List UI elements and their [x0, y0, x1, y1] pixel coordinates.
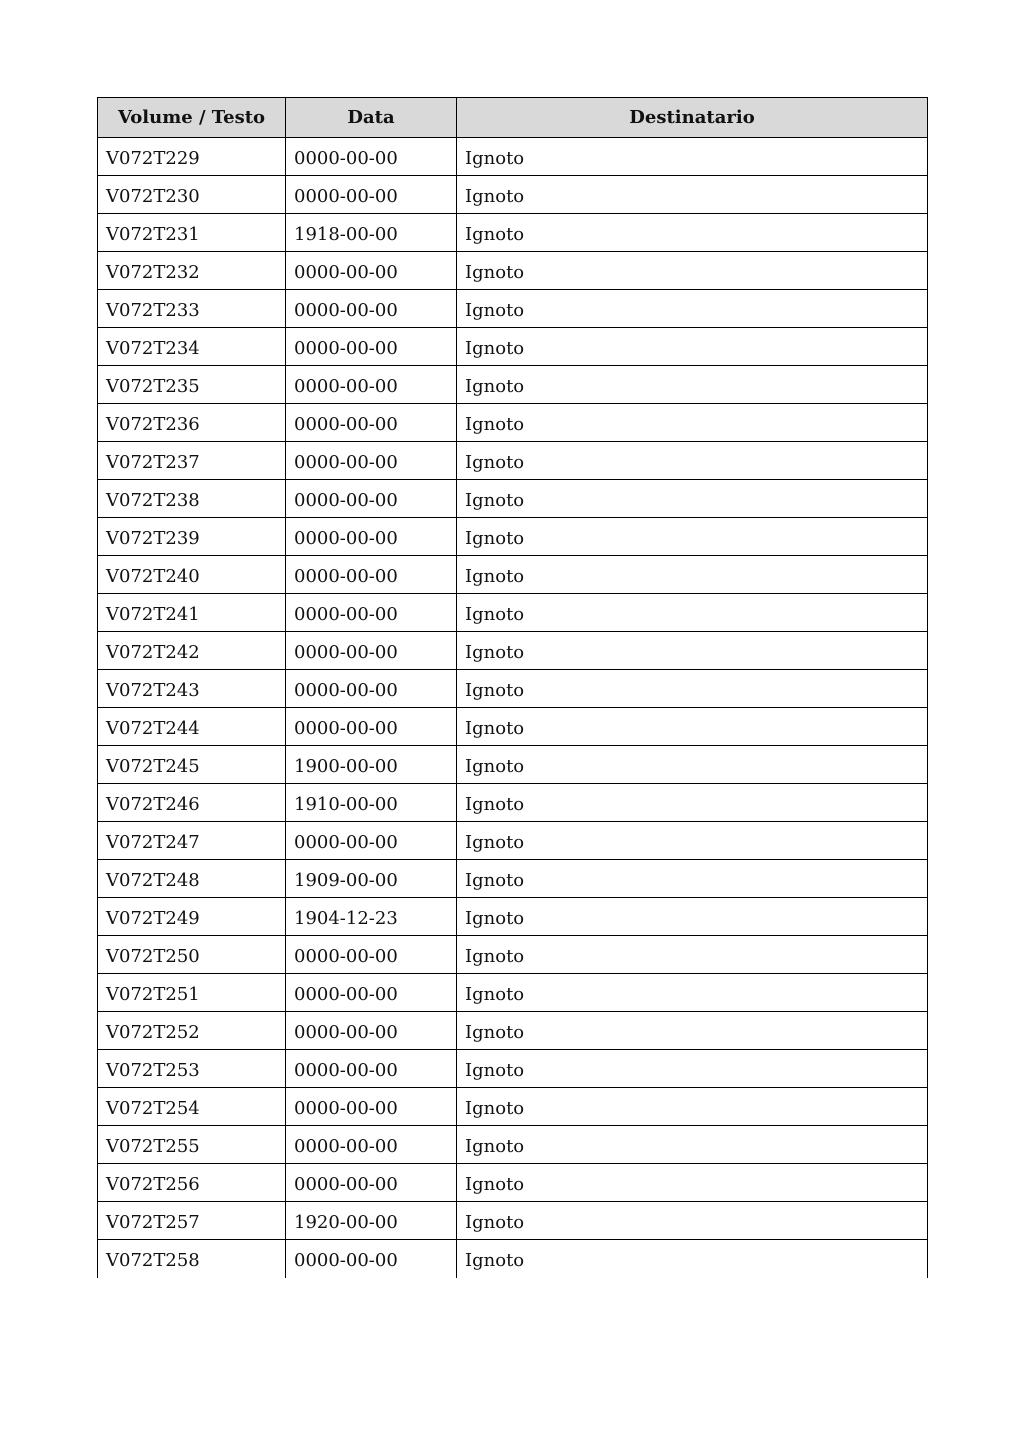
cell-destinatario: Ignoto [457, 746, 928, 784]
cell-data: 0000-00-00 [286, 1088, 457, 1126]
cell-destinatario: Ignoto [457, 252, 928, 290]
cell-volume-testo: V072T240 [98, 556, 286, 594]
table-row [98, 404, 928, 442]
cell-volume-testo: V072T255 [98, 1126, 286, 1164]
cell-data: 1920-00-00 [286, 1202, 457, 1240]
cell-data: 0000-00-00 [286, 974, 457, 1012]
cell-data: 0000-00-00 [286, 366, 457, 404]
cell-destinatario: Ignoto [457, 670, 928, 708]
table-row [98, 1126, 928, 1164]
table-row [98, 252, 928, 290]
cell-volume-testo: V072T251 [98, 974, 286, 1012]
cell-destinatario: Ignoto [457, 898, 928, 936]
cell-destinatario: Ignoto [457, 480, 928, 518]
cell-destinatario: Ignoto [457, 556, 928, 594]
letters-table [97, 97, 928, 1278]
table-row [98, 1164, 928, 1202]
table-row [98, 214, 928, 252]
table-row [98, 746, 928, 784]
cell-destinatario: Ignoto [457, 366, 928, 404]
cell-volume-testo: V072T250 [98, 936, 286, 974]
cell-data: 0000-00-00 [286, 822, 457, 860]
cell-volume-testo: V072T238 [98, 480, 286, 518]
cell-destinatario: Ignoto [457, 442, 928, 480]
cell-destinatario: Ignoto [457, 1088, 928, 1126]
table-row [98, 784, 928, 822]
cell-volume-testo: V072T254 [98, 1088, 286, 1126]
table-row [98, 1012, 928, 1050]
cell-volume-testo: V072T229 [98, 138, 286, 176]
cell-data: 1910-00-00 [286, 784, 457, 822]
cell-destinatario: Ignoto [457, 138, 928, 176]
cell-data: 0000-00-00 [286, 936, 457, 974]
table-body [98, 138, 928, 1278]
cell-destinatario: Ignoto [457, 1050, 928, 1088]
cell-volume-testo: V072T252 [98, 1012, 286, 1050]
cell-destinatario: Ignoto [457, 860, 928, 898]
cell-destinatario: Ignoto [457, 518, 928, 556]
cell-volume-testo: V072T241 [98, 594, 286, 632]
cell-data: 0000-00-00 [286, 518, 457, 556]
cell-volume-testo: V072T258 [98, 1240, 286, 1278]
cell-data: 0000-00-00 [286, 556, 457, 594]
cell-data: 0000-00-00 [286, 670, 457, 708]
table-row [98, 708, 928, 746]
cell-destinatario: Ignoto [457, 176, 928, 214]
cell-volume-testo: V072T242 [98, 632, 286, 670]
cell-data: 0000-00-00 [286, 708, 457, 746]
cell-data: 0000-00-00 [286, 480, 457, 518]
cell-volume-testo: V072T256 [98, 1164, 286, 1202]
cell-data: 1904-12-23 [286, 898, 457, 936]
cell-volume-testo: V072T244 [98, 708, 286, 746]
table-row [98, 1050, 928, 1088]
cell-data: 0000-00-00 [286, 594, 457, 632]
cell-destinatario: Ignoto [457, 1012, 928, 1050]
cell-data: 0000-00-00 [286, 1012, 457, 1050]
cell-destinatario: Ignoto [457, 1164, 928, 1202]
cell-volume-testo: V072T232 [98, 252, 286, 290]
table-row [98, 480, 928, 518]
cell-destinatario: Ignoto [457, 1240, 928, 1278]
header-data: Data [286, 98, 457, 138]
cell-destinatario: Ignoto [457, 632, 928, 670]
cell-data: 1918-00-00 [286, 214, 457, 252]
cell-destinatario: Ignoto [457, 214, 928, 252]
cell-volume-testo: V072T246 [98, 784, 286, 822]
cell-data: 0000-00-00 [286, 442, 457, 480]
table-row [98, 1240, 928, 1278]
cell-volume-testo: V072T237 [98, 442, 286, 480]
header-destinatario: Destinatario [457, 98, 928, 138]
cell-volume-testo: V072T230 [98, 176, 286, 214]
cell-data: 1909-00-00 [286, 860, 457, 898]
table-row [98, 632, 928, 670]
table-row [98, 898, 928, 936]
cell-data: 0000-00-00 [286, 138, 457, 176]
table-row [98, 822, 928, 860]
table-row [98, 594, 928, 632]
cell-volume-testo: V072T235 [98, 366, 286, 404]
cell-data: 0000-00-00 [286, 1050, 457, 1088]
cell-destinatario: Ignoto [457, 594, 928, 632]
table-row [98, 518, 928, 556]
cell-destinatario: Ignoto [457, 404, 928, 442]
cell-volume-testo: V072T248 [98, 860, 286, 898]
table-row [98, 176, 928, 214]
cell-data: 0000-00-00 [286, 632, 457, 670]
cell-volume-testo: V072T231 [98, 214, 286, 252]
cell-destinatario: Ignoto [457, 1202, 928, 1240]
cell-data: 0000-00-00 [286, 404, 457, 442]
cell-volume-testo: V072T243 [98, 670, 286, 708]
table-row [98, 1088, 928, 1126]
cell-volume-testo: V072T245 [98, 746, 286, 784]
cell-destinatario: Ignoto [457, 822, 928, 860]
table-row [98, 670, 928, 708]
cell-destinatario: Ignoto [457, 936, 928, 974]
cell-destinatario: Ignoto [457, 328, 928, 366]
cell-data: 0000-00-00 [286, 1126, 457, 1164]
table-row [98, 366, 928, 404]
table-row [98, 556, 928, 594]
cell-data: 1900-00-00 [286, 746, 457, 784]
cell-destinatario: Ignoto [457, 708, 928, 746]
table-row [98, 328, 928, 366]
table-row [98, 442, 928, 480]
cell-destinatario: Ignoto [457, 1126, 928, 1164]
cell-destinatario: Ignoto [457, 974, 928, 1012]
cell-volume-testo: V072T234 [98, 328, 286, 366]
cell-volume-testo: V072T249 [98, 898, 286, 936]
table-row [98, 936, 928, 974]
table-row [98, 860, 928, 898]
table-row [98, 290, 928, 328]
cell-volume-testo: V072T236 [98, 404, 286, 442]
table-row [98, 1202, 928, 1240]
cell-data: 0000-00-00 [286, 252, 457, 290]
cell-data: 0000-00-00 [286, 290, 457, 328]
table-row [98, 138, 928, 176]
cell-volume-testo: V072T257 [98, 1202, 286, 1240]
cell-destinatario: Ignoto [457, 290, 928, 328]
cell-volume-testo: V072T233 [98, 290, 286, 328]
cell-data: 0000-00-00 [286, 176, 457, 214]
header-row [98, 98, 928, 138]
cell-data: 0000-00-00 [286, 1164, 457, 1202]
cell-volume-testo: V072T253 [98, 1050, 286, 1088]
cell-volume-testo: V072T247 [98, 822, 286, 860]
cell-volume-testo: V072T239 [98, 518, 286, 556]
header-volume-testo: Volume / Testo [98, 98, 286, 138]
table-header [98, 98, 928, 138]
cell-data: 0000-00-00 [286, 328, 457, 366]
table-row [98, 974, 928, 1012]
cell-data: 0000-00-00 [286, 1240, 457, 1278]
cell-destinatario: Ignoto [457, 784, 928, 822]
